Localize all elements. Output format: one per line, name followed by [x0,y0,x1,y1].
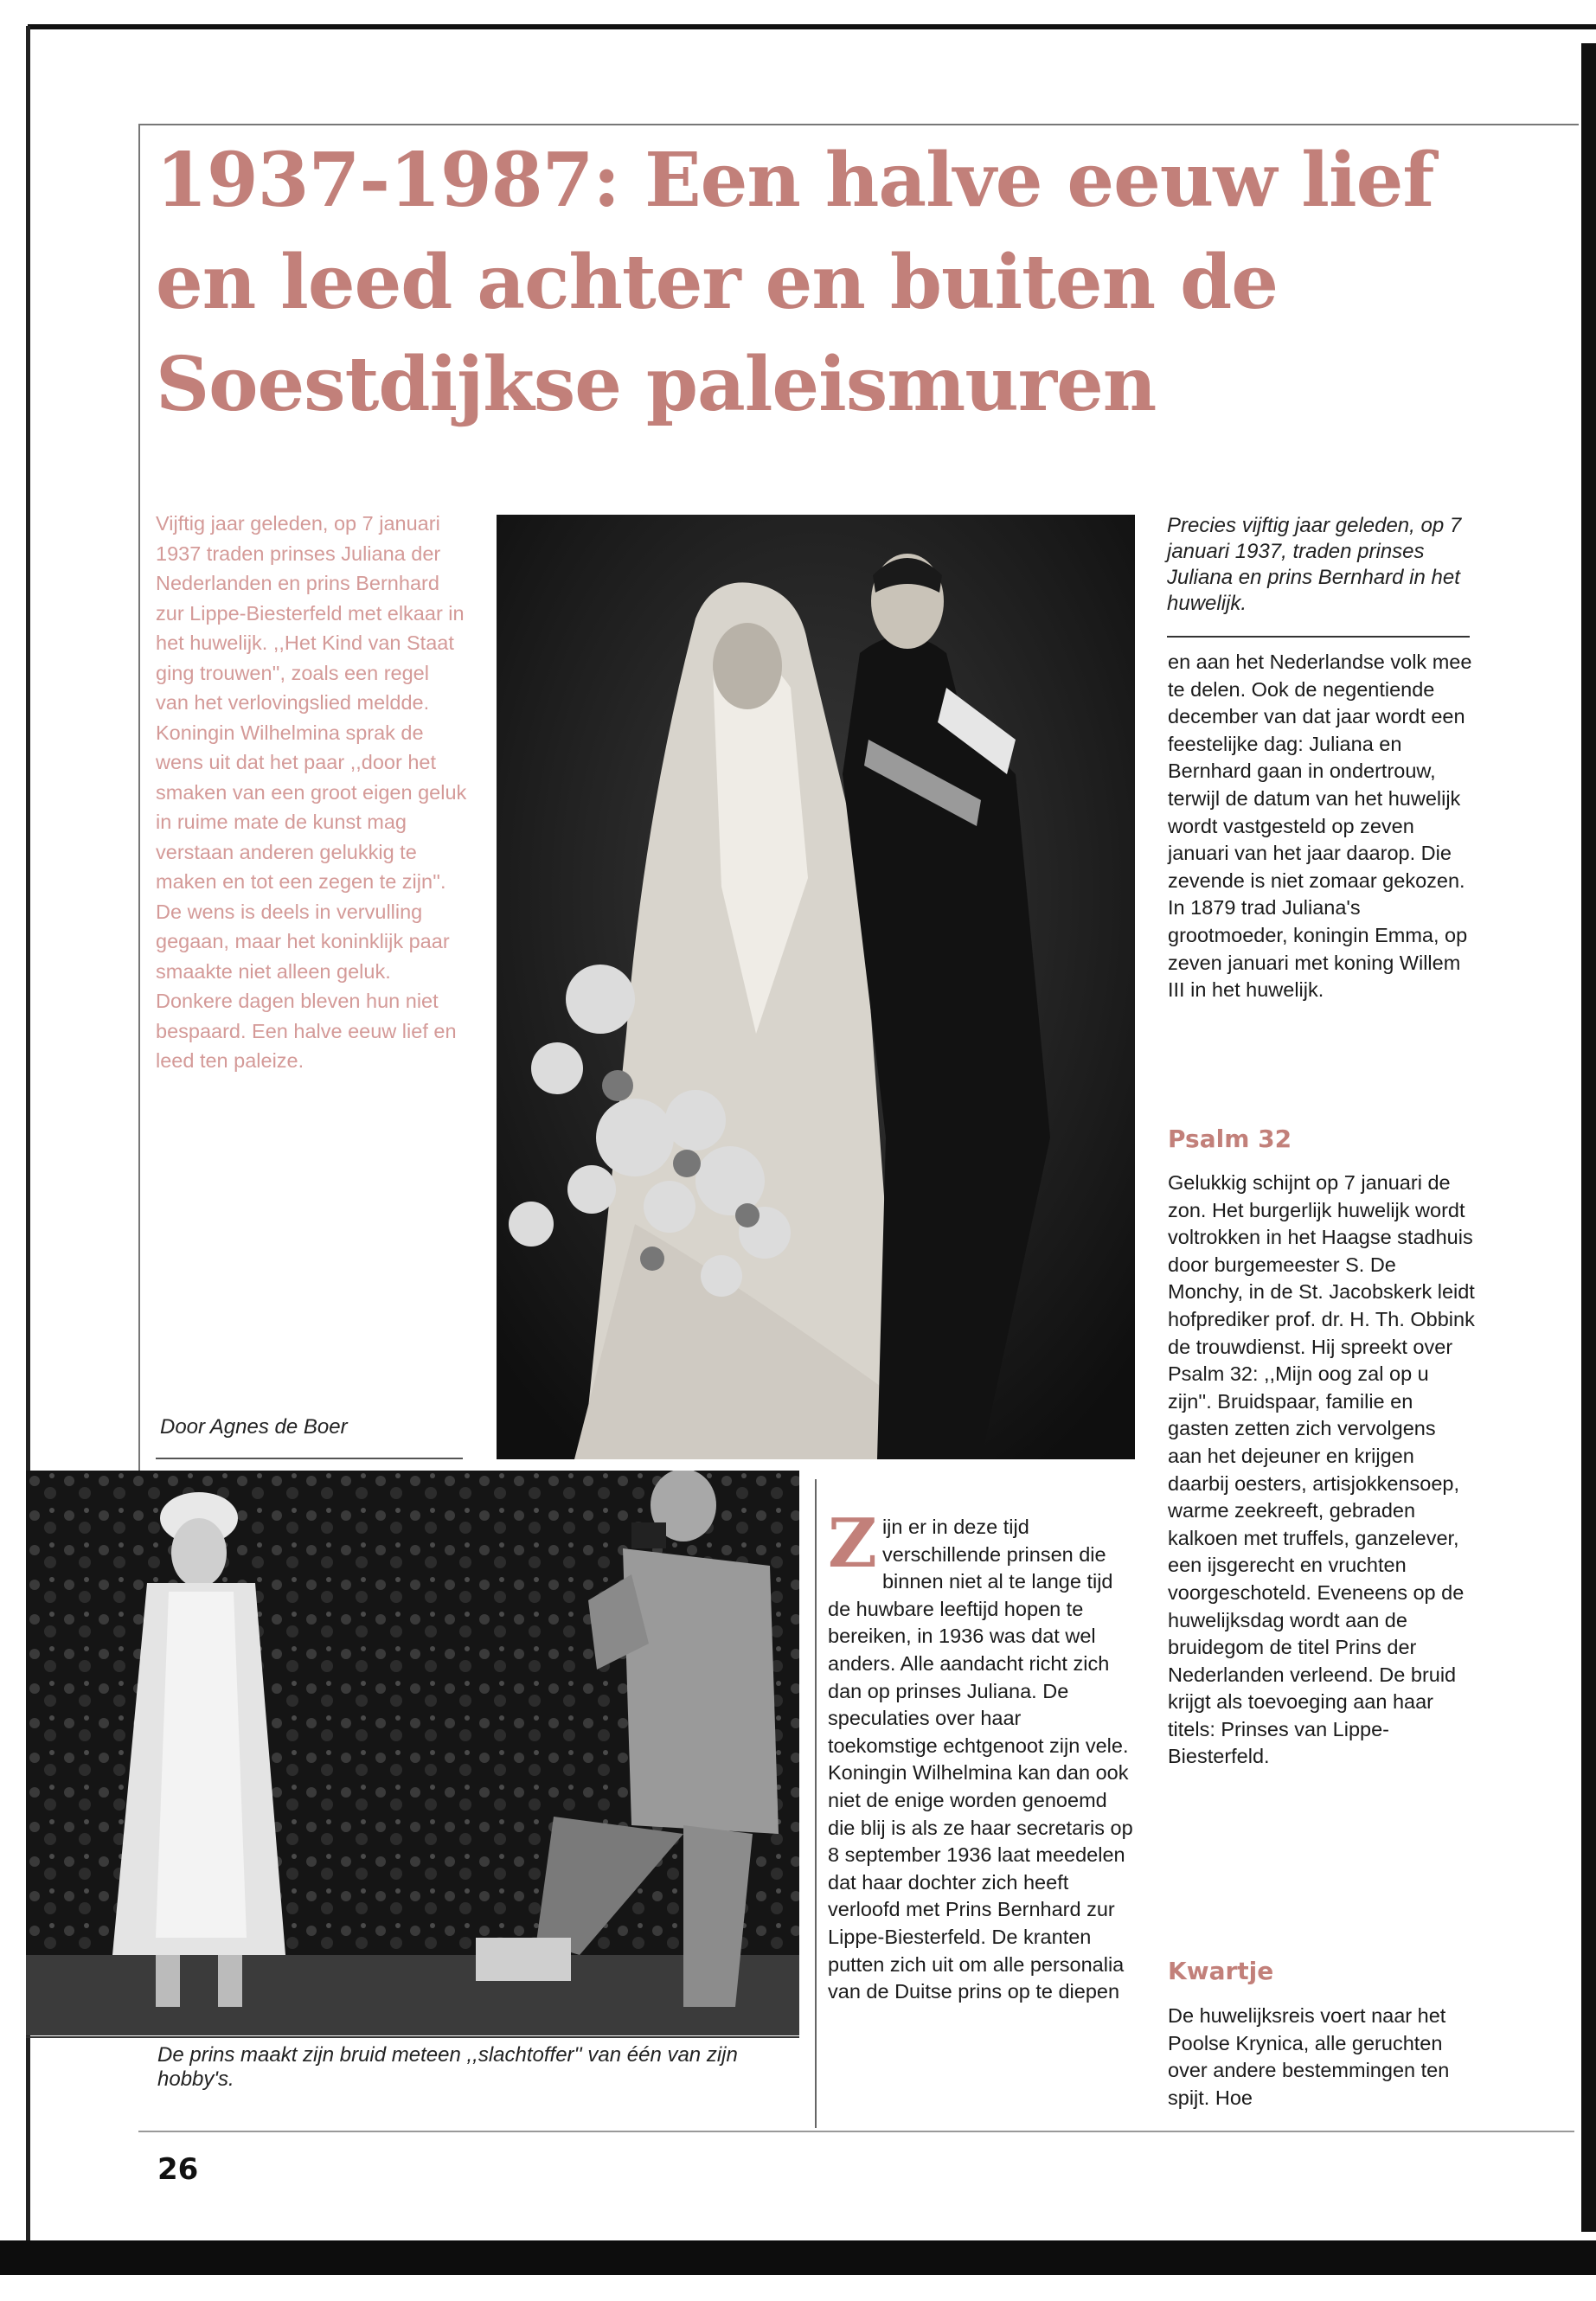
camera-photo-illustration [26,1471,799,2035]
wedding-photo [497,515,1135,1459]
middle-column-body: ijn er in deze tijd verschillende prinsen die binnen niet al te lange tijd de huwbare leeftijd hopen te bereiken, in 1936 was dat wel anders. Alle aandacht richt zich dan op prinses Juliana. De speculaties over haar toekomstige echtgenoot zijn vele. Koningin Wilhelmina kan dan ook niet de enige worden genoemd die blij is als ze haar secretaris op 8 september 1936 laat meedelen dat haar dochter zich heeft verloofd met Prins Bernhard zur Lippe-Biesterfeld. De kranten putten zich uit om alle personalia van de Duitse prins op te diepen [828,1516,1133,2003]
article-headline: 1937-1987: Een halve eeuw lief en leed achter en buiten de Soestdijkse paleismuren [156,137,1434,428]
subheading-psalm: Psalm 32 [1168,1125,1292,1153]
article-box-top-rule [138,124,1579,125]
wedding-photo-caption: Precies vijftig jaar geleden, op 7 januari 1937, traden prinses Juliana en prins Bernhard in het huwelijk. [1167,514,1462,615]
byline-rule [156,1458,463,1459]
middle-column-rule [815,1479,817,2128]
page-number: 26 [157,2152,199,2187]
right-column-text-3: De huwelijksreis voert naar het Poolse Krynica, alle geruchten over andere bestemmingen ten spijt. Hoe [1168,2004,1450,2109]
right-column-text-2: Gelukkig schijnt op 7 januari de zon. Het burgerlijk huwelijk wordt voltrokken in het Haagse stadhuis door burgemeester S. De Monchy, in de St. Jacobskerk leidt hofprediker prof. dr. H. Th. Obbink de trouwdienst. Hij spreekt over Psalm 32: ,,Mijn oog zal op u zijn''. Bruidspaar, familie en gasten zetten zich vervolgens aan het dejeuner en krijgen daarbij oesters, artisjokkensoep, warme zeekreeft, gebraden kalkoen met truffels, ganzelever, een ijsgerecht en vruchten voorgeschoteld. Eveneens op de huwelijksdag wordt aan de bruidegom de titel Prins der Nederlanden verleend. De bruid krijgt als toevoeging aan haar titels: Prinses van Lippe-Biesterfeld. [1168,1171,1475,1768]
camera-photo-caption: De prins maakt zijn bruid meteen ,,slachtoffer'' van één van zijn hobby's. [157,2043,738,2091]
drop-cap: Z [828,1504,877,1583]
wedding-caption-rule [1167,636,1470,638]
right-column-text-1: en aan het Nederlandse volk mee te delen. Ook de negentiende december van dat jaar wordt een feestelijke dag: Juliana en Bernhard gaan in ondertrouw, terwijl de datum van het huwelijk wordt vastgesteld op zeven januari van het jaar daarop. Die zevende is niet zomaar gekozen. In 1879 trad Juliana's grootmoeder, koningin Emma, op zeven januari met koning Willem III in het huwelijk. [1168,651,1472,1002]
scan-border-top [28,24,1596,29]
scan-border-right [1581,43,1596,2232]
article-box-left-rule [138,124,140,1473]
article-intro: Vijftig jaar geleden, op 7 januari 1937 traden prinses Juliana der Nederlanden en prins Bernhard zur Lippe-Biesterfeld met elkaar in het huwelijk. ,,Het Kind van Staat ging trouwen'', zoals een regel van het verlovingslied meldde. Koningin Wilhelmina sprak de wens uit dat het paar ,,door het smaken van een groot eigen geluk in ruime mate de kunst mag verstaan anderen gelukkig te maken en tot een zegen te zijn''. De wens is deels in vervulling gegaan, maar het koninklijk paar smaakte niet alleen geluk. Donkere dagen bleven hun niet bespaard. Een halve eeuw lief en leed ten paleize. [156,512,467,1072]
camera-caption-rule [26,2036,799,2038]
wedding-photo-illustration [497,515,1135,1459]
middle-column-text [828,1504,1135,2006]
scan-border-bottom [0,2240,1596,2275]
article-bottom-rule [138,2131,1574,2132]
byline: Door Agnes de Boer [160,1415,348,1439]
subheading-kwartje: Kwartje [1168,1957,1274,1985]
camera-photo [26,1471,799,2035]
